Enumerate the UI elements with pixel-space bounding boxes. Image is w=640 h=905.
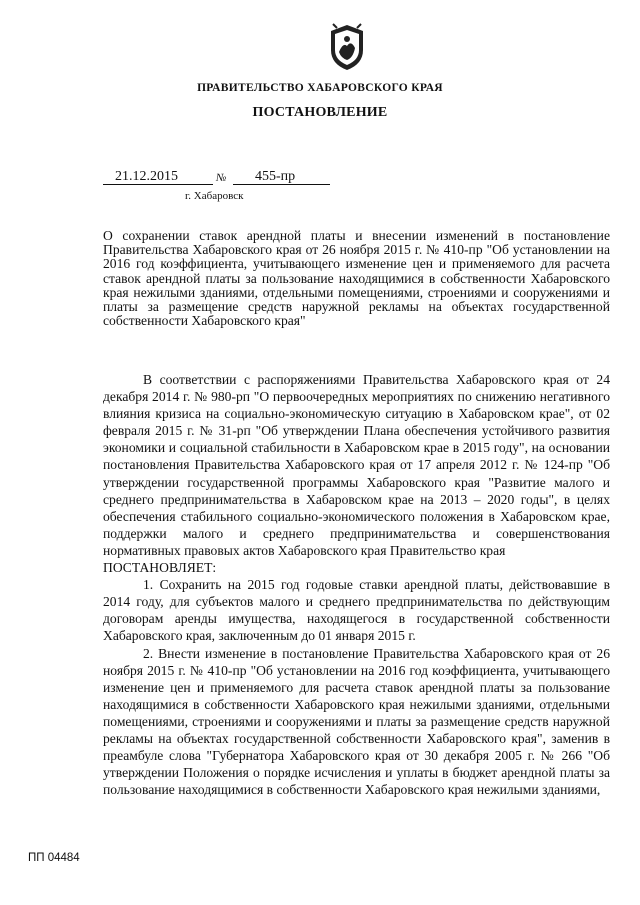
- document-body: [103, 371, 610, 798]
- document-title: О сохранении ставок арендной платы и внесении изменений в постановление Правительства Хабаровского края от 26 ноября 2015 г. № 410-пр "Об установлении на 2016 год коэффициента, учитывающего изменение цен и применяемого для расчета ставок арендной платы за пользование находящимися в собственности Хабаровского края нежилыми зданиями, отдельными помещениями, строениями и сооружениями и платы за размещение средств наружной рекламы на объектах государственной собственности Хабаровского края": [103, 228, 610, 329]
- coat-of-arms-emblem: [326, 22, 368, 72]
- footer-code: ПП 04484: [28, 852, 80, 864]
- item-1-paragraph: 1. Сохранить на 2015 год годовые ставки арендной платы, действовавшие в 2014 году, для субъектов малого и среднего предпринимательства по действующим договорам аренды имущества, находящегося в государственной собственности Хабаровского края, заключенным до 01 января 2015 г.: [103, 577, 610, 644]
- document-date: 21.12.2015: [103, 170, 213, 185]
- item-2-paragraph: 2. Внести изменение в постановление Правительства Хабаровского края от 26 ноября 2015 г. № 410-пр "Об установлении на 2016 год коэффициента, учитывающего изменение цен и применяемого для расчета ставок арендной платы за пользование находящимися в собственности Хабаровского края нежилыми зданиями, отдельными помещениями, строениями и сооружениями и платы за размещение средств наружной рекламы на объектах государственной собственности Хабаровского края", заменив в преамбуле слова "Губернатора Хабаровского края от 30 декабря 2005 г. № 266 "Об утверждении Положения о порядке исчисления и уплаты в бюджет арендной платы за пользование находящимися в собственности Хабаровского края нежилыми зданиями,: [103, 645, 610, 798]
- government-name: ПРАВИТЕЛЬСТВО ХАБАРОВСКОГО КРАЯ: [197, 82, 443, 94]
- preamble-paragraph: В соответствии с распоряжениями Правительства Хабаровского края от 24 декабря 2014 г. № 980-рп "О первоочередных мероприятиях по снижению негативного влияния кризиса на социально-экономическую ситуацию в Хабаровском крае", от 02 февраля 2015 г. № 31-рп "Об утверждении Плана обеспечения устойчивого развития экономики и социальной стабильности в Хабаровском крае в 2015 году", на основании постановления Правительства Хабаровского края от 17 апреля 2012 г. № 124-пр "Об утверждении государственной программы Хабаровского края "Развитие малого и среднего предпринимательства в Хабаровском крае на 2013 – 2020 годы", в целях обеспечения стабильного социально-экономического положения в Хабаровском крае, поддержки малого и среднего предпринимательства и совершенствования нормативных правовых актов Хабаровского края Правительство края: [103, 372, 610, 558]
- document-number: 455-пр: [233, 170, 330, 185]
- resolves-heading: ПОСТАНОВЛЯЕТ:: [103, 560, 217, 576]
- number-sign: №: [216, 172, 227, 184]
- city: г. Хабаровск: [185, 190, 244, 202]
- document-type: ПОСТАНОВЛЕНИЕ: [252, 105, 388, 120]
